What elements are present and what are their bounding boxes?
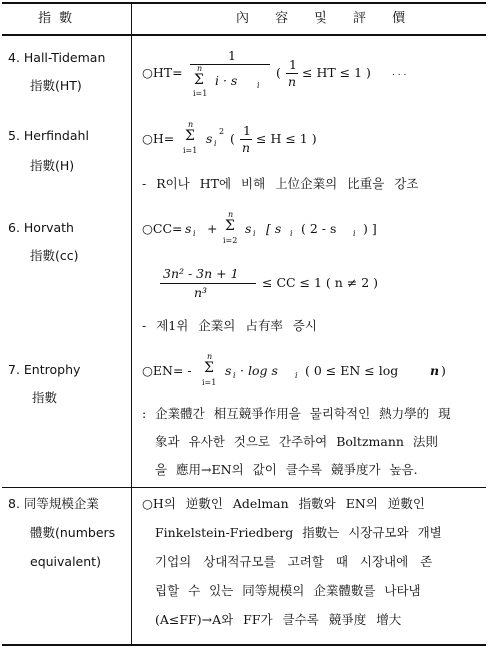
sum-lower-limit: i=1 bbox=[202, 378, 217, 387]
range-frac-den: n bbox=[288, 74, 297, 89]
sum-lower-limit: i=2 bbox=[223, 236, 238, 245]
term-s: s bbox=[185, 221, 192, 236]
index-name-sub: 指數(cc) bbox=[30, 248, 79, 263]
header-bottom-rule bbox=[2, 34, 486, 36]
index-name: 6. Horvath bbox=[8, 220, 74, 235]
column-divider bbox=[131, 2, 132, 645]
formula-lhs: ○H= bbox=[142, 131, 175, 146]
summand-subscript: i bbox=[233, 371, 236, 380]
description-line: (A≤FF)→A와 FF가 클수록 競爭度 增大 bbox=[155, 612, 402, 627]
range-frac-num: 1 bbox=[289, 57, 297, 72]
range-open: ( bbox=[276, 65, 281, 80]
index-name-sub: equivalent) bbox=[30, 554, 101, 569]
bracket-term: [ s bbox=[266, 221, 282, 236]
header-col-content: 內 容 및 評 價 bbox=[236, 11, 406, 26]
index-name-sub: 指數 bbox=[32, 390, 58, 405]
description-line: 을 應用→EN의 값이 클수록 競爭度가 높음. bbox=[155, 462, 418, 477]
formula-lhs: ○EN= - bbox=[142, 363, 192, 378]
summand: s bbox=[225, 363, 232, 378]
range-open: ( bbox=[230, 131, 235, 146]
description-line: ○H의 逆數인 Adelman 指數와 EN의 逆數인 bbox=[142, 496, 425, 511]
index-name: 4. Hall-Tideman bbox=[8, 50, 106, 65]
sum-lower-limit: i=1 bbox=[183, 146, 198, 155]
sum-sign: Σ bbox=[194, 72, 204, 88]
sum-sign: Σ bbox=[225, 218, 235, 234]
sum-sign: Σ bbox=[204, 360, 214, 376]
sum-upper-limit: n bbox=[228, 210, 234, 219]
range-frac-num: 1 bbox=[243, 123, 251, 138]
description-line: : 企業體간 相互競爭作用을 물리학적인 熱力學的 現 bbox=[142, 406, 451, 421]
bound-fraction-bar bbox=[160, 283, 256, 284]
range-frac-den: n bbox=[242, 140, 251, 155]
note-text: - 제1위 企業의 占有率 증시 bbox=[142, 318, 317, 333]
summand-subscript: i bbox=[253, 229, 256, 238]
denominator-body: i · s bbox=[215, 73, 238, 88]
sum-sign: Σ bbox=[185, 128, 195, 144]
index-name: 5. Herfindahl bbox=[8, 128, 89, 143]
sum-upper-limit: n bbox=[188, 120, 194, 129]
bracket-subscript: i bbox=[290, 229, 293, 238]
description-line: 립할 수 있는 同等規模의 企業體數를 나타냄 bbox=[155, 583, 421, 598]
index-name-sub: 指數(H) bbox=[30, 158, 75, 173]
bracket-rest: ( 2 - s bbox=[301, 221, 337, 236]
trailing-dots: . . . bbox=[392, 68, 407, 78]
summand-subscript: i bbox=[214, 139, 217, 148]
bound-numerator: 3n² - 3n + 1 bbox=[163, 266, 239, 281]
log-subscript: i bbox=[295, 371, 298, 380]
sum-lower-limit: i=1 bbox=[193, 89, 208, 98]
formula-numerator: 1 bbox=[228, 48, 236, 63]
header-col-index: 指 數 bbox=[38, 11, 75, 26]
description-line: 象과 유사한 것으로 간주하여 Boltzmann 法則 bbox=[155, 434, 438, 449]
range-n: n bbox=[430, 363, 440, 378]
plus-sign: + bbox=[207, 221, 218, 236]
formula-lhs: ○CC= bbox=[142, 221, 183, 236]
range-rest: ≤ HT ≤ 1 ) bbox=[302, 65, 371, 80]
range-rest: ≤ H ≤ 1 ) bbox=[256, 131, 317, 146]
bracket-rest-subscript: i bbox=[353, 229, 356, 238]
index-name: 8. 同等規模企業 bbox=[8, 496, 99, 511]
summand-superscript: 2 bbox=[219, 127, 225, 136]
term-s-subscript: i bbox=[193, 229, 196, 238]
summand: s bbox=[206, 131, 213, 146]
description-line: 기업의 상대적규모를 고려할 때 시장내에 존 bbox=[155, 554, 433, 569]
index-name-sub: 體數(numbers bbox=[30, 525, 116, 540]
index-name: 7. Entrophy bbox=[8, 362, 81, 377]
table-top-rule bbox=[2, 2, 486, 4]
bracket-close: ) ] bbox=[363, 221, 377, 236]
range-close: ) bbox=[441, 363, 446, 378]
range-text: ( 0 ≤ EN ≤ log bbox=[305, 363, 399, 378]
row-divider bbox=[2, 487, 486, 488]
table-bottom-rule bbox=[2, 644, 486, 646]
formula-lhs: ○HT= bbox=[142, 65, 183, 80]
note-text: - R이나 HT에 비해 上位企業의 比重을 강조 bbox=[142, 176, 419, 191]
sum-upper-limit: n bbox=[197, 64, 203, 73]
sum-upper-limit: n bbox=[207, 352, 213, 361]
denominator-subscript: i bbox=[257, 81, 260, 90]
log-term: · log s bbox=[240, 363, 278, 378]
bound-rest: ≤ CC ≤ 1 ( n ≠ 2 ) bbox=[262, 275, 379, 290]
bound-denominator: n³ bbox=[194, 285, 208, 300]
summand: s bbox=[245, 221, 252, 236]
index-name-sub: 指數(HT) bbox=[30, 78, 82, 93]
description-line: Finkelstein-Friedberg 指數는 시장규모와 개별 bbox=[155, 525, 442, 540]
